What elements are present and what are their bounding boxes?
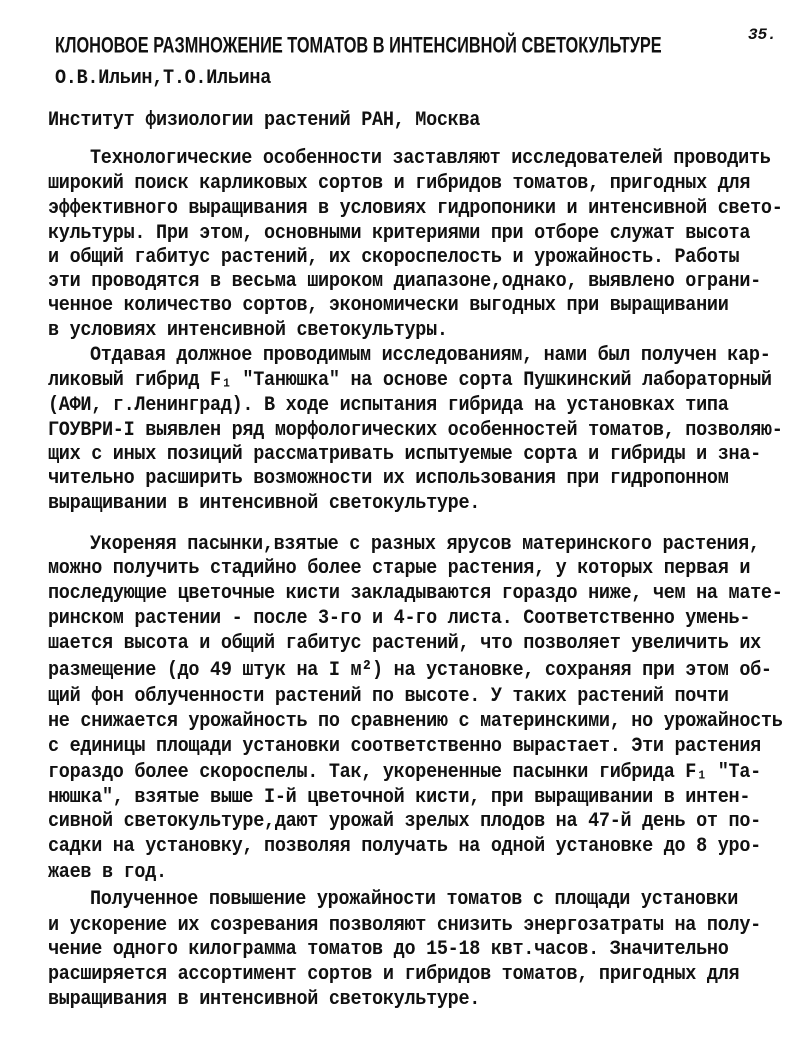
text-line: нюшка", взятые выше I-й цветочной кисти, при выращивании в интен- — [48, 785, 751, 809]
document-title: КЛОНОВОЕ РАЗМНОЖЕНИЕ ТОМАТОВ В ИНТЕНСИВНОЙ СВЕТОКУЛЬТУРЕ — [55, 34, 662, 59]
text-line: садки на установку, позволяя получать на одной установке до 8 уро- — [48, 834, 761, 858]
text-line: шается высота и общий габитус растений, что позволяет увеличить их — [48, 631, 761, 655]
text-line: выращивании в интенсивной светокультуре. — [48, 491, 481, 515]
text-line: (АФИ, г.Ленинград). В ходе испытания гибрида на установках типа — [48, 393, 729, 417]
text-line: ГОУВРИ-I выявлен ряд морфологических особенностей томатов, позволяю- — [48, 418, 783, 442]
text-line: чительно расширить возможности их использования при гидропонном — [48, 466, 729, 490]
text-line: ликовый гибрид F₁ "Танюшка" на основе сорта Пушкинский лабораторный — [48, 368, 772, 392]
text-line: культуры. При этом, основными критериями при отборе служат высота — [48, 221, 751, 245]
text-line: широкий поиск карликовых сортов и гибридов томатов, пригодных для — [48, 171, 751, 195]
authors: О.В.Ильин,Т.О.Ильина — [55, 66, 272, 90]
text-line: с единицы площади установки соответственно вырастает. Эти растения — [48, 734, 761, 758]
text-line: щий фон облученности растений по высоте. У таких растений почти — [48, 684, 729, 708]
text-line: Укореняя пасынки,взятые с разных ярусов материнского растения, — [90, 532, 760, 556]
text-line: в условиях интенсивной светокультуры. — [48, 318, 448, 342]
text-line: жаев в год. — [48, 860, 167, 884]
text-line: и ускорение их созревания позволяют снизить энергозатраты на полу- — [48, 913, 761, 937]
text-line: расширяется ассортимент сортов и гибридов томатов, пригодных для — [48, 962, 740, 986]
text-line: гораздо более скороспелы. Так, укорененные пасынки гибрида F₁ "Та- — [48, 760, 761, 784]
text-line: Технологические особенности заставляют исследователей проводить — [90, 146, 771, 170]
text-line: чение одного килограмма томатов до 15-18 квт.часов. Значительно — [48, 937, 729, 961]
text-line: ченное количество сортов, экономически выгодных при выращивании — [48, 293, 729, 317]
text-line: щих с иных позиций рассматривать испытуемые сорта и гибриды и зна- — [48, 442, 761, 466]
text-line: Отдавая должное проводимым исследованиям, нами был получен кар- — [90, 343, 771, 367]
text-line: Полученное повышение урожайности томатов с площади установки — [90, 887, 739, 911]
text-line: выращивания в интенсивной светокультуре. — [48, 987, 481, 1011]
text-line: размещение (до 49 штук на I м²) на установке, сохраняя при этом об- — [48, 658, 772, 682]
text-line: сивной светокультуре,дают урожай зрелых плодов на 47-й день от по- — [48, 809, 761, 833]
text-line: и общий габитус растений, их скороспелость и урожайность. Работы — [48, 245, 740, 269]
text-line: эффективного выращивания в условиях гидропоники и интенсивной свето- — [48, 196, 783, 220]
text-line: эти проводятся в весьма широком диапазоне,однако, выявлено ограни- — [48, 269, 761, 293]
institute: Институт физиологии растений РАН, Москва — [48, 108, 481, 132]
text-line: не снижается урожайность по сравнению с материнскими, но урожайность — [48, 709, 783, 733]
text-line: можно получить стадийно более старые растения, у которых первая и — [48, 556, 751, 580]
text-line: ринском растении - после 3-го и 4-го листа. Соответственно умень- — [48, 606, 751, 630]
text-line: последующие цветочные кисти закладываются гораздо ниже, чем на мате- — [48, 581, 783, 605]
page-number: 35. — [748, 26, 777, 44]
